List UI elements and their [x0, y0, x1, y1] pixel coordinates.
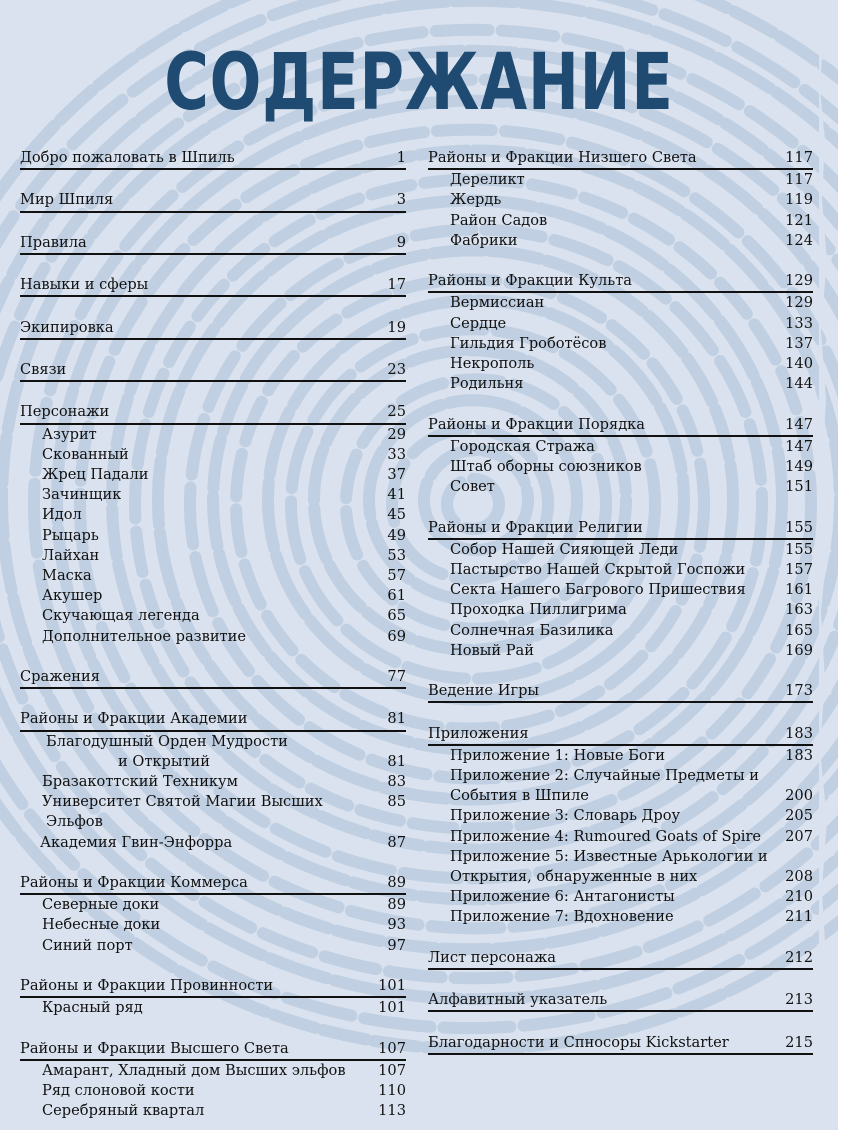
- toc-section: [20, 976, 406, 1018]
- toc-section: [428, 271, 813, 394]
- toc-page-number: 65: [387, 607, 406, 625]
- toc-page-number: 9: [396, 233, 406, 251]
- toc-entry-label: Эльфов: [46, 813, 103, 831]
- toc-entry[interactable]: [428, 600, 813, 620]
- toc-entry[interactable]: [20, 812, 406, 832]
- toc-page-number: 45: [387, 506, 406, 524]
- toc-entry-label: Родильня: [450, 375, 524, 393]
- toc-entry-label: Некрополь: [450, 355, 535, 373]
- toc-entry[interactable]: [20, 445, 406, 465]
- toc-section: [428, 148, 813, 251]
- toc-page-number: 207: [785, 827, 813, 845]
- toc-entry[interactable]: [20, 936, 406, 956]
- toc-entry-label: Приложение 2: Случайные Предметы и: [450, 767, 759, 785]
- toc-entry-label: Сердце: [450, 314, 507, 332]
- toc-entry[interactable]: [428, 847, 813, 867]
- toc-heading-label: Районы и Фракции Религии: [428, 518, 643, 536]
- toc-page-number: 101: [378, 976, 406, 994]
- toc-page-number: 213: [785, 991, 813, 1009]
- toc-section-heading[interactable]: [20, 1039, 406, 1061]
- toc-page-number: 41: [387, 486, 406, 504]
- toc-heading-label: Районы и Фракции Культа: [428, 272, 633, 290]
- toc-entry[interactable]: [428, 867, 813, 887]
- toc-page-number: 183: [785, 746, 813, 764]
- toc-entry[interactable]: [428, 374, 813, 394]
- toc-page-number: 33: [387, 445, 406, 463]
- toc-heading-label: Районы и Фракции Провинности: [20, 976, 274, 994]
- toc-entry[interactable]: [20, 627, 406, 647]
- toc-entry-label: Скучающая легенда: [42, 607, 200, 625]
- toc-section-heading[interactable]: [20, 233, 406, 255]
- toc-section-heading[interactable]: [20, 148, 406, 170]
- toc-entry-label: Городская Стража: [450, 437, 595, 455]
- toc-entry-label: Солнечная Базилика: [450, 621, 614, 639]
- toc-page-number: 121: [785, 211, 813, 229]
- page-title: СОДЕРЖАНИЕ: [164, 38, 674, 128]
- toc-entry[interactable]: [20, 833, 406, 853]
- toc-entry-label: Штаб оборны союзников: [450, 458, 642, 476]
- toc-page-number: 117: [785, 149, 813, 166]
- toc-section: [428, 948, 813, 970]
- toc-page-number: 212: [785, 948, 813, 966]
- toc-entry[interactable]: [428, 641, 813, 661]
- toc-section-heading[interactable]: [20, 190, 406, 212]
- toc-page-number: 89: [387, 873, 406, 891]
- toc-page-number: 85: [387, 793, 406, 811]
- toc-entry-label: Гильдия Гроботёсов: [450, 334, 607, 352]
- toc-page-number: 81: [387, 752, 406, 770]
- toc-section-heading[interactable]: [428, 948, 813, 970]
- toc-heading-label: Мир Шпиля: [20, 191, 114, 209]
- toc-entry[interactable]: [428, 457, 813, 477]
- toc-heading-label: Районы и Фракции Порядка: [428, 415, 646, 433]
- toc-entry[interactable]: [20, 732, 406, 752]
- toc-page-number: 133: [785, 314, 813, 332]
- toc-page-number: 163: [785, 601, 813, 619]
- toc-page-number: 19: [387, 318, 406, 336]
- toc-entry[interactable]: [428, 314, 813, 334]
- toc-entry[interactable]: [20, 1101, 406, 1121]
- toc-entry-label: Собор Нашей Сияющей Леди: [450, 540, 679, 558]
- toc-page-number: 17: [387, 276, 406, 294]
- toc-section-heading[interactable]: [20, 360, 406, 382]
- toc-entry-label: Серебряный квартал: [42, 1102, 205, 1120]
- toc-entry-label: Лайхан: [42, 546, 100, 564]
- toc-entry[interactable]: [20, 998, 406, 1018]
- toc-entry-label: Район Садов: [450, 211, 548, 229]
- toc-section-heading[interactable]: [428, 990, 813, 1012]
- toc-section: [428, 518, 813, 661]
- toc-entry-label: Секта Нашего Багрового Пришествия: [450, 581, 746, 599]
- toc-entry[interactable]: [428, 540, 813, 560]
- toc-page-number: 169: [785, 641, 813, 659]
- toc-page-number: 151: [785, 478, 813, 496]
- toc-entry-label: Академия Гвин-Энфорра: [40, 833, 233, 851]
- toc-page-number: 155: [785, 540, 813, 558]
- toc-page-number: 155: [785, 518, 813, 536]
- toc-page-number: 173: [785, 682, 813, 700]
- toc-section: [20, 402, 406, 646]
- toc-page-number: 124: [785, 231, 813, 249]
- toc-section-heading[interactable]: [428, 518, 813, 540]
- toc-section: [428, 415, 813, 498]
- toc-page-number: 93: [387, 916, 406, 934]
- toc-entry[interactable]: [428, 437, 813, 457]
- toc-heading-label: Ведение Игры: [428, 682, 540, 700]
- toc-heading-label: Алфавитный указатель: [428, 991, 608, 1009]
- toc-entry-label: Жрец Падали: [42, 465, 149, 483]
- toc-left-column: [20, 148, 406, 1121]
- toc-heading-label: Экипировка: [20, 318, 114, 336]
- toc-heading-label: Районы и Фракции Академии: [20, 710, 248, 728]
- toc-entry-label: Скованный: [42, 445, 129, 463]
- toc-entry[interactable]: [20, 425, 406, 445]
- toc-page-number: 147: [785, 437, 813, 455]
- toc-section: [20, 709, 406, 852]
- toc-page-number: 129: [785, 294, 813, 312]
- toc-page-number: 87: [387, 833, 406, 851]
- toc-heading-label: Навыки и сферы: [20, 276, 149, 294]
- toc-page-number: 157: [785, 561, 813, 579]
- toc-page-number: 97: [387, 936, 406, 954]
- toc-page-number: 200: [785, 787, 813, 805]
- toc-entry-label: Ряд слоновой кости: [42, 1081, 195, 1099]
- toc-heading-label: Сражения: [20, 667, 100, 685]
- toc-section: [20, 667, 406, 689]
- toc-page-number: 129: [785, 272, 813, 290]
- toc-page-number: 3: [396, 191, 406, 209]
- toc-entry[interactable]: [20, 505, 406, 525]
- toc-entry[interactable]: [428, 621, 813, 641]
- toc-entry-label: Приложение 1: Новые Боги: [450, 746, 665, 764]
- toc-page-number: 149: [785, 458, 813, 476]
- toc-entry-label: Жердь: [450, 191, 502, 209]
- toc-page-number: 137: [785, 334, 813, 352]
- toc-page-number: 165: [785, 621, 813, 639]
- toc-entry[interactable]: [20, 465, 406, 485]
- toc-entry[interactable]: [20, 752, 406, 772]
- toc-page-number: 144: [785, 375, 813, 393]
- toc-entry-label: Рыцарь: [42, 526, 99, 544]
- toc-entry[interactable]: [428, 580, 813, 600]
- toc-entry[interactable]: [20, 792, 406, 812]
- toc-page-number: 69: [387, 627, 406, 645]
- toc-heading-label: Приложения: [428, 724, 529, 742]
- toc-page-number: 89: [387, 896, 406, 914]
- toc-entry-label: Дополнительное развитие: [42, 627, 246, 645]
- toc-section-heading[interactable]: [428, 681, 813, 703]
- toc-entry[interactable]: [428, 907, 813, 927]
- toc-section: [20, 873, 406, 956]
- toc-entry-label: Приложение 7: Вдохновение: [450, 908, 674, 926]
- toc-entry-label: Синий порт: [42, 936, 133, 954]
- toc-section-heading[interactable]: [20, 709, 406, 731]
- toc-page-number: 107: [378, 1039, 406, 1057]
- toc-page-number: 83: [387, 772, 406, 790]
- toc-entry[interactable]: [428, 354, 813, 374]
- toc-entry[interactable]: [20, 566, 406, 586]
- toc-entry-label: Идол: [42, 506, 82, 524]
- toc-heading-label: Районы и Фракции Коммерса: [20, 873, 248, 891]
- toc-section-heading[interactable]: [20, 976, 406, 998]
- toc-entry[interactable]: [428, 477, 813, 497]
- toc-right-column: [428, 148, 813, 1055]
- toc-page-number: 53: [387, 546, 406, 564]
- toc-page-number: 23: [387, 360, 406, 378]
- toc-heading-label: Связи: [20, 360, 67, 378]
- toc-section-heading[interactable]: [428, 271, 813, 293]
- toc-entry-label: Новый Рай: [450, 641, 534, 659]
- toc-entry[interactable]: [428, 786, 813, 806]
- toc-entry-label: Небесные доки: [42, 916, 161, 934]
- toc-section: [20, 318, 406, 340]
- toc-section-heading[interactable]: [20, 873, 406, 895]
- toc-heading-label: Персонажи: [20, 403, 110, 421]
- toc-entry-label: Приложение 5: Известные Арькологии и: [450, 847, 768, 865]
- toc-entry-label: Совет: [450, 478, 495, 496]
- toc-section-heading[interactable]: [20, 318, 406, 340]
- toc-page-number: 113: [378, 1102, 406, 1120]
- toc-entry-label: Пастырство Нашей Скрытой Госпожи: [450, 561, 746, 579]
- toc-entry-label: Бразакоттский Техникум: [42, 772, 238, 790]
- toc-entry[interactable]: [428, 560, 813, 580]
- toc-entry-label: Вермиссиан: [450, 294, 545, 312]
- toc-section-heading[interactable]: [20, 667, 406, 689]
- toc-section-heading[interactable]: [428, 148, 813, 170]
- toc-entry-label: Зачинщик: [42, 486, 122, 504]
- toc-entry[interactable]: [20, 895, 406, 915]
- toc-entry-label: Маска: [42, 566, 92, 584]
- toc-section: [20, 1039, 406, 1122]
- toc-page-number: 29: [387, 425, 406, 443]
- toc-entry[interactable]: [20, 546, 406, 566]
- toc-entry[interactable]: [20, 586, 406, 606]
- toc-page-number: 1: [396, 149, 406, 166]
- toc-entry-label: Красный ряд: [42, 999, 143, 1017]
- toc-page-number: 117: [785, 171, 813, 189]
- toc-entry[interactable]: [20, 1081, 406, 1101]
- toc-entry-label: Проходка Пиллигрима: [450, 601, 627, 619]
- toc-section: [20, 190, 406, 212]
- toc-entry[interactable]: [428, 211, 813, 231]
- toc-entry[interactable]: [20, 606, 406, 626]
- toc-entry-label: Акушер: [42, 587, 103, 605]
- toc-entry[interactable]: [428, 334, 813, 354]
- toc-entry-label: Азурит: [42, 425, 97, 443]
- toc-entry-label: Приложение 4: Rumoured Goats of Spire: [450, 827, 762, 845]
- toc-section: [428, 1033, 813, 1055]
- toc-page-number: 208: [785, 868, 813, 886]
- toc-page-number: 211: [785, 908, 813, 926]
- toc-entry[interactable]: [428, 231, 813, 251]
- toc-page-number: 140: [785, 355, 813, 373]
- toc-page-number: 183: [785, 724, 813, 742]
- toc-page-number: 77: [387, 667, 406, 685]
- toc-page-number: 61: [387, 587, 406, 605]
- toc-section: [428, 681, 813, 703]
- toc-entry-label: Северные доки: [42, 896, 160, 914]
- toc-page-number: 119: [785, 191, 813, 209]
- toc-page-number: 210: [785, 888, 813, 906]
- toc-entry-label: Фабрики: [450, 231, 518, 249]
- toc-section: [428, 990, 813, 1012]
- toc-heading-label: Благодарности и Спносоры Kickstarter: [428, 1033, 729, 1051]
- toc-heading-label: Районы и Фракции Низшего Света: [428, 149, 697, 166]
- toc-section-heading[interactable]: [428, 1033, 813, 1055]
- toc-entry-label: Открытия, обнаруженные в них: [450, 868, 698, 886]
- toc-section-heading[interactable]: [428, 415, 813, 437]
- toc-entry-label: Приложение 6: Антагонисты: [450, 888, 675, 906]
- toc-entry-label: Университет Святой Магии Высших: [42, 793, 323, 811]
- toc-section: [20, 148, 406, 170]
- toc-section: [20, 360, 406, 382]
- toc-page-number: 161: [785, 581, 813, 599]
- toc-page-number: 101: [378, 999, 406, 1017]
- toc-entry-label: и Открытий: [118, 752, 211, 770]
- toc-section-heading[interactable]: [20, 402, 406, 424]
- toc-heading-label: Добро пожаловать в Шпиль: [20, 149, 235, 166]
- torn-paper-edge: [819, 0, 859, 1130]
- toc-section: [20, 233, 406, 255]
- toc-page-number: 147: [785, 415, 813, 433]
- toc-entry-label: Благодушный Орден Мудрости: [46, 732, 288, 750]
- toc-entry[interactable]: [20, 1061, 406, 1081]
- toc-entry[interactable]: [428, 190, 813, 210]
- toc-entry-label: Дереликт: [450, 171, 525, 189]
- toc-entry[interactable]: [20, 915, 406, 935]
- toc-entry[interactable]: [428, 766, 813, 786]
- toc-entry-label: События в Шпиле: [450, 787, 589, 805]
- toc-heading-label: Районы и Фракции Высшего Света: [20, 1039, 289, 1057]
- toc-heading-label: Правила: [20, 233, 87, 251]
- toc-heading-label: Лист персонажа: [428, 948, 557, 966]
- toc-entry-label: Амарант, Хладный дом Высших эльфов: [42, 1061, 346, 1079]
- toc-page-number: 37: [387, 465, 406, 483]
- toc-entry[interactable]: [428, 746, 813, 766]
- toc-page-number: 107: [378, 1061, 406, 1079]
- toc-entry[interactable]: [20, 485, 406, 505]
- toc-section: [20, 275, 406, 297]
- toc-page-number: 215: [785, 1033, 813, 1051]
- toc-entry-label: Приложение 3: Словарь Дроу: [450, 807, 681, 825]
- toc-entry[interactable]: [428, 293, 813, 313]
- toc-page-number: 81: [387, 710, 406, 728]
- toc-page-number: 57: [387, 566, 406, 584]
- toc-entry[interactable]: [428, 170, 813, 190]
- toc-page-number: 49: [387, 526, 406, 544]
- toc-entry[interactable]: [428, 827, 813, 847]
- toc-entry[interactable]: [20, 772, 406, 792]
- toc-entry[interactable]: [428, 806, 813, 826]
- toc-entry[interactable]: [428, 887, 813, 907]
- toc-page-number: 25: [387, 403, 406, 421]
- toc-entry[interactable]: [20, 526, 406, 546]
- toc-page-number: 110: [378, 1081, 406, 1099]
- toc-section: [428, 724, 813, 928]
- toc-page-number: 205: [785, 807, 813, 825]
- toc-section-heading[interactable]: [428, 724, 813, 746]
- toc-section-heading[interactable]: [20, 275, 406, 297]
